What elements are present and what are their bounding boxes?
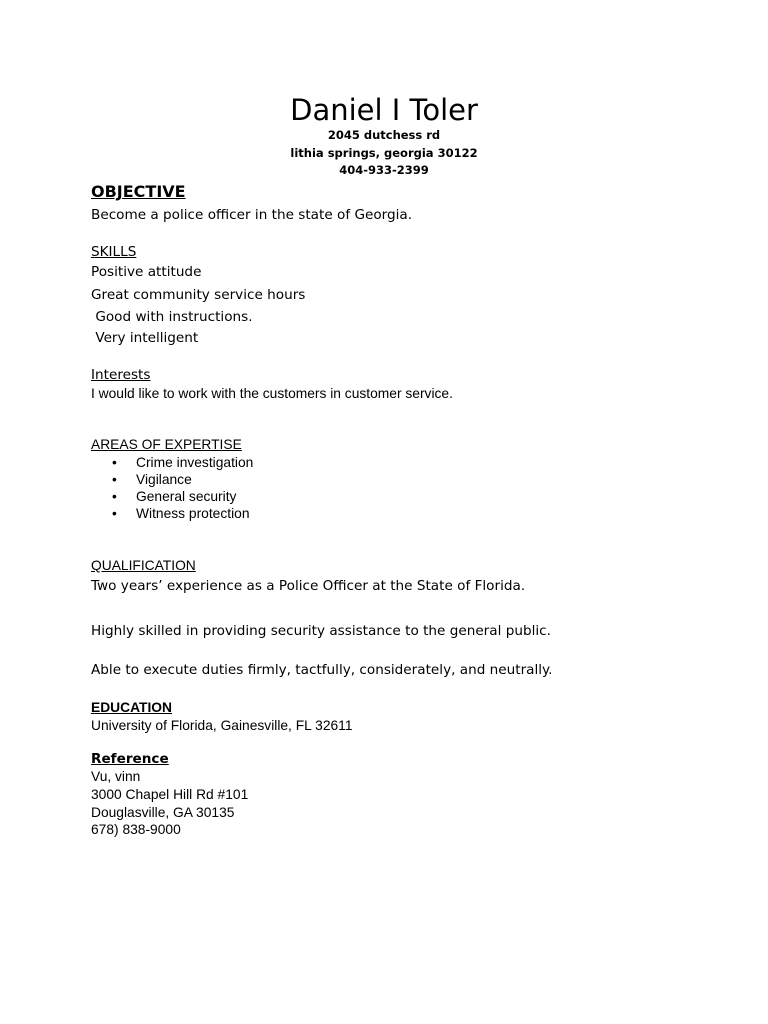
skill-item: Good with instructions. <box>91 309 253 325</box>
qualification-line: Two years’ experience as a Police Officer at the State of Florida. <box>91 578 526 594</box>
interests-heading: Interests <box>91 367 151 383</box>
bullet-icon: • <box>112 506 117 521</box>
address-line: 2045 dutchess rd <box>327 128 441 142</box>
reference-line: Vu, vinn <box>91 769 141 784</box>
reference-line: 678) 838-9000 <box>91 822 181 837</box>
qualification-heading: QUALIFICATION <box>91 558 196 573</box>
reference-line: 3000 Chapel Hill Rd #101 <box>91 787 249 802</box>
qualification-line: Highly skilled in providing security assistance to the general public. <box>91 623 551 639</box>
bullet-icon: • <box>112 455 117 470</box>
expertise-list <box>112 454 253 522</box>
list-item: • Vigilance <box>112 472 192 487</box>
skill-item: Very intelligent <box>91 330 199 346</box>
bullet-icon: • <box>112 472 117 487</box>
phone-line: 404-933-2399 <box>339 163 429 177</box>
list-item: • Crime investigation <box>112 455 254 470</box>
interests-text: I would like to work with the customers in customer service. <box>91 386 453 401</box>
reference-heading: Reference <box>91 751 169 767</box>
list-item: • General security <box>112 489 237 504</box>
skills-heading: SKILLS <box>91 244 137 260</box>
reference-line: Douglasville, GA 30135 <box>91 805 235 820</box>
education-heading: EDUCATION <box>91 700 172 715</box>
city-line: lithia springs, georgia 30122 <box>290 146 478 160</box>
expertise-heading: AREAS OF EXPERTISE <box>91 437 242 452</box>
resume-name: Daniel I Toler <box>290 93 478 127</box>
qualification-line: Able to execute duties firmly, tactfully, considerately, and neutrally. <box>91 662 553 678</box>
education-text: University of Florida, Gainesville, FL 32611 <box>91 718 353 733</box>
objective-text: Become a police officer in the state of Georgia. <box>91 207 413 223</box>
skill-item: Positive attitude <box>91 264 202 280</box>
skill-item: Great community service hours <box>91 287 306 303</box>
bullet-icon: • <box>112 489 117 504</box>
list-item: • Witness protection <box>112 506 250 521</box>
objective-heading: OBJECTIVE <box>91 182 186 201</box>
